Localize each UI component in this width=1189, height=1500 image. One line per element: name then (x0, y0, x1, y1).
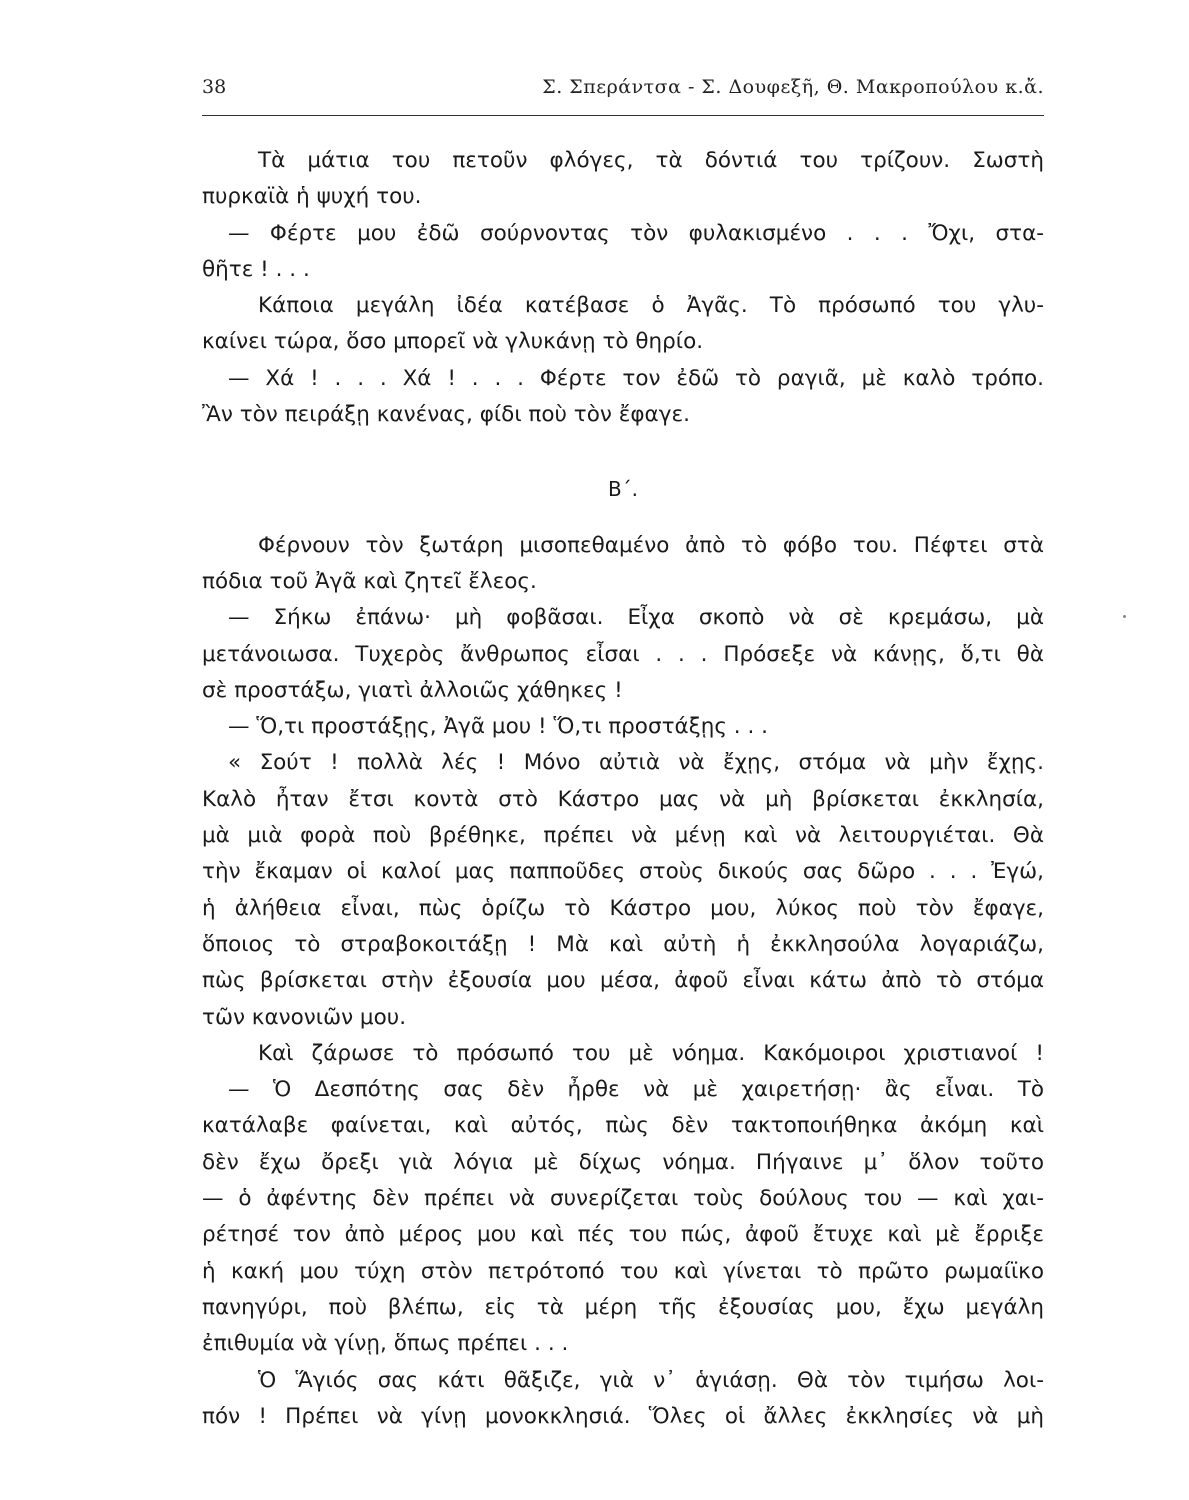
text-line: — Χά ! . . . Χά ! . . . Φέρτε τον ἐδῶ τὸ ραγιᾶ, μὲ καλὸ τρόπο. (228, 365, 1044, 391)
text-line: — Ὁ Δεσπότης σας δὲν ἦρθε νὰ μὲ χαιρετήσῃ· ἂς εἶναι. Τὸ (228, 1077, 1044, 1103)
text-line: πόδια τοῦ Ἀγᾶ καὶ ζητεῖ ἔλεος. (202, 568, 537, 594)
text-line: πανηγύρι, ποὺ βλέπω, εἰς τὰ μέρη τῆς ἐξουσίας μου, ἔχω μεγάλη (202, 1294, 1044, 1320)
text-line: πυρκαϊὰ ἡ ψυχή του. (202, 184, 422, 210)
margin-speck (1123, 615, 1126, 618)
text-line: τὴν ἔκαμαν οἱ καλοί μας παπποῦδες στοὺς δικούς σας δῶρο . . . Ἐγώ, (202, 859, 1044, 885)
body-text (202, 143, 1044, 1435)
text-line: Τὰ μάτια του πετοῦν φλόγες, τὰ δόντιά του τρίζουν. Σωστὴ (258, 148, 1044, 173)
text-line: Κάποια μεγάλη ἰδέα κατέβασε ὁ Ἀγᾶς. Τὸ πρόσωπό του γλυ- (258, 293, 1044, 319)
text-line: θῆτε ! . . . (202, 256, 310, 282)
header-rule (202, 115, 1044, 116)
text-line: ἐπιθυμία νὰ γίνῃ, ὅπως πρέπει . . . (202, 1331, 569, 1357)
text-line: μὰ μιὰ φορὰ ποὺ βρέθηκε, πρέπει νὰ μένῃ καὶ νὰ λειτουργιέται. Θὰ (202, 823, 1044, 849)
text-line: Ὁ Ἅγιός σας κάτι θᾶξιζε, γιὰ ν᾽ ἁγιάσῃ. Θὰ τὸν τιμήσω λοι- (258, 1367, 1044, 1393)
text-line: δὲν ἔχω ὄρεξι γιὰ λόγια μὲ δίχως νόημα. Πήγαινε μ᾽ ὅλον τοῦτο (202, 1149, 1044, 1175)
text-line: ἡ ἀλήθεια εἶναι, πὼς ὁρίζω τὸ Κάστρο μου, λύκος ποὺ τὸν ἔφαγε, (202, 895, 1044, 921)
text-line: — Φέρτε μου ἐδῶ σούρνοντας τὸν φυλακισμένο . . . Ὄχι, στα- (228, 220, 1044, 246)
text-line: κατάλαβε φαίνεται, καὶ αὐτός, πὼς δὲν τακτοποιήθηκα ἀκόμη καὶ (202, 1113, 1044, 1139)
text-line: Καλὸ ἦταν ἔτσι κοντὰ στὸ Κάστρο μας νὰ μὴ βρίσκεται ἐκκλησία, (202, 786, 1044, 812)
text-line: — ὁ ἀφέντης δὲν πρέπει νὰ συνερίζεται τοὺς δούλους του — καὶ χαι- (202, 1186, 1044, 1212)
section-heading: Β΄. (607, 477, 639, 502)
text-line: ὅποιος τὸ στραβοκοιτάξῃ ! Μὰ καὶ αὐτὴ ἡ ἐκκλησούλα λογαριάζω, (202, 931, 1044, 957)
section-gap (202, 433, 1044, 471)
text-line: τῶν κανονιῶν μου. (202, 1004, 407, 1030)
text-line: — Ὅ,τι προστάξῃς, Ἀγᾶ μου ! Ὅ,τι προστάξῃς . . . (228, 714, 768, 740)
text-line: — Σήκω ἐπάνω· μὴ φοβᾶσαι. Εἶχα σκοπὸ νὰ σὲ κρεμάσω, μὰ (228, 605, 1044, 631)
section-gap (202, 508, 1044, 528)
text-line: Καὶ ζάρωσε τὸ πρόσωπό του μὲ νόημα. Κακόμοιροι χριστιανοί ! (258, 1040, 1044, 1066)
text-line: μετάνοιωσα. Τυχερὸς ἄνθρωπος εἶσαι . . . Πρόσεξε νὰ κάνῃς, ὅ,τι θὰ (202, 641, 1044, 667)
text-line: Ἂν τὸν πειράξῃ κανένας, φίδι ποὺ τὸν ἔφαγε. (202, 402, 690, 428)
text-line: ἡ κακή μου τύχη στὸν πετρότοπό του καὶ γίνεται τὸ πρῶτο ρωμαίϊκο (202, 1258, 1044, 1284)
text-line: « Σούτ ! πολλὰ λές ! Μόνο αὐτιὰ νὰ ἔχῃς, στόμα νὰ μὴν ἔχῃς. (228, 750, 1044, 776)
text-line: Φέρνουν τὸν ξωτάρη μισοπεθαμένο ἀπὸ τὸ φόβο του. Πέφτει στὰ (258, 532, 1044, 558)
text-line: ρέτησέ τον ἀπὸ μέρος μου καὶ πές του πώς, ἀφοῦ ἔτυχε καὶ μὲ ἔρριξε (202, 1222, 1044, 1248)
page-header (202, 76, 1044, 106)
text-line: καίνει τώρα, ὅσο μπορεῖ νὰ γλυκάνῃ τὸ θηρίο. (202, 329, 704, 355)
running-head: Σ. Σπεράντσα - Σ. Δουφεξῆ, Θ. Μακροπούλου κ.ἄ. (542, 76, 1044, 98)
text-line: πὼς βρίσκεται στὴν ἐξουσία μου μέσα, ἀφοῦ εἶναι κάτω ἀπὸ τὸ στόμα (202, 968, 1044, 994)
text-line: σὲ προστάξω, γιατὶ ἀλλοιῶς χάθηκες ! (202, 677, 623, 703)
page-number: 38 (202, 76, 227, 98)
text-line: πόν ! Πρέπει νὰ γίνῃ μονοκκλησιά. Ὅλες οἱ ἄλλες ἐκκλησίες νὰ μὴ (202, 1403, 1044, 1429)
